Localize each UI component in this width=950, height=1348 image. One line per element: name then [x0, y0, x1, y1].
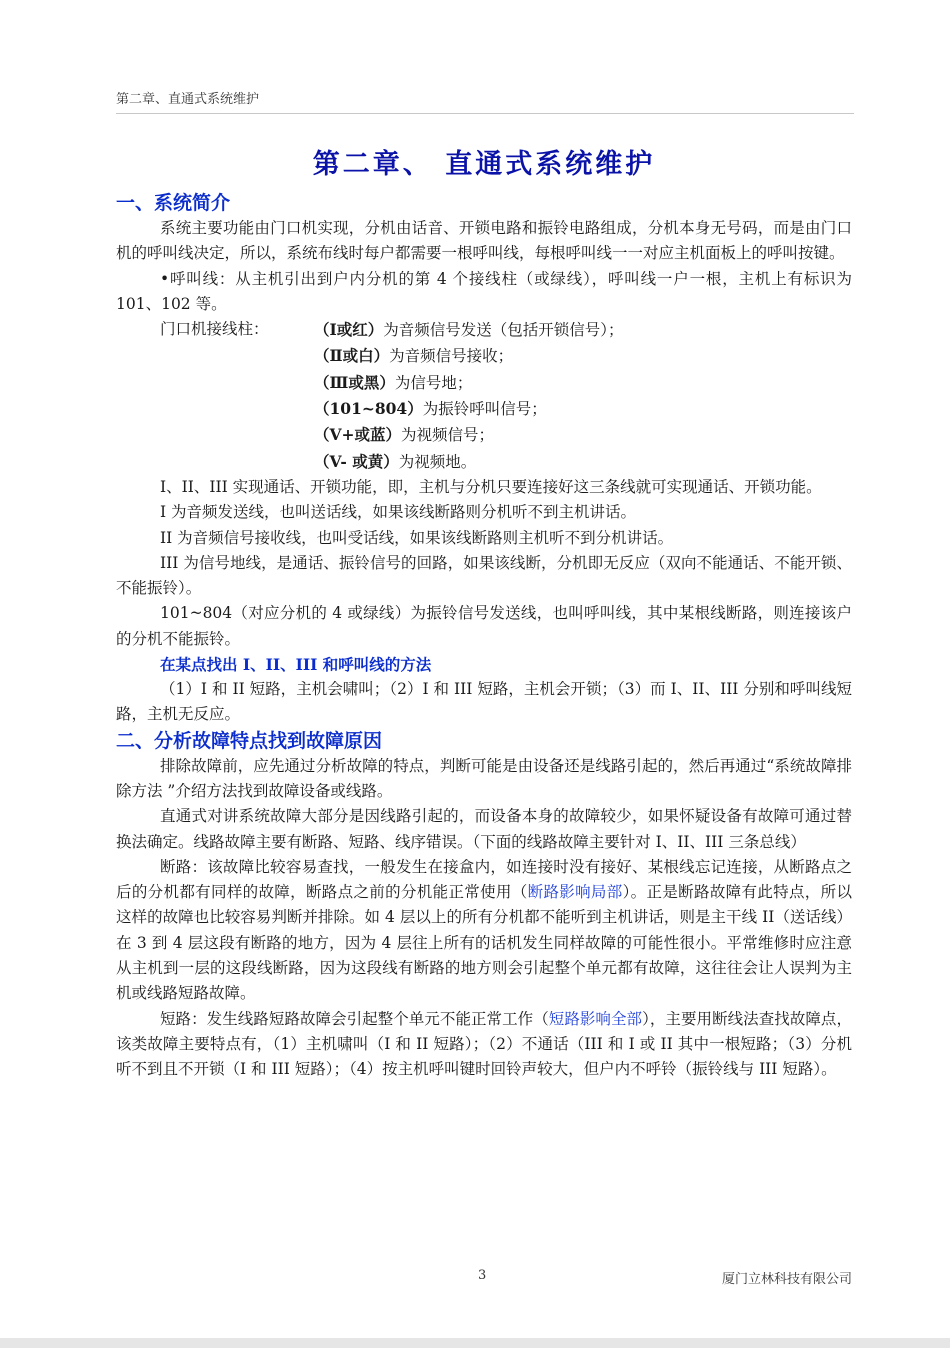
page-content: 第二章、 直通式系统维护 一、系统简介 系统主要功能由门口机实现，分机由话音、开锁电路和振铃电路组成，分机本身无号码，而是由门口机的呼叫线决定，所以，系统布线时每户都需要一根呼叫线，每根呼叫线一一对应主机面板上的呼叫按键。 •呼叫线：从主机引出到户内分机的第 4 个接线柱（或绿线），呼叫线一户一根，主机上有标识为 101、102 等。 门口机接线柱： （Ⅰ或红）为音频信号发送（包括开锁信号）； （Ⅱ或白）为音频信号接收； （Ⅲ或黑）为信号地； （101~804）为振铃呼叫信号； （V+或蓝）为视频信号； （V- 或黄）为视频地。 I、II、III 实现通话、开锁功能，即，主机与分机只要连接好这三条线就可实现通话、开锁功能。 I 为音频发送线，也叫送话线，如果该线断路则分机听不到主机讲话。 II 为音频信号接收线，也叫受话线，如果该线断路则主机听不到分机讲话。 III 为信号地线，是通话、振铃信号的回路，如果该线断，分机即无反应（双向不能通话、不能开锁、不能振铃）。 101~804（对应分机的 4 或绿线）为振铃信号发送线，也叫呼叫线，其中某根线断路，则连接该户的分机不能振铃。 在某点找出 I、II、III 和呼叫线的方法 （1）I 和 II 短路，主机会啸叫；（2）I 和 III 短路，主机会开锁；（3）而 I、II、III 分别和呼叫线短路，主机无反应。 二、分析故障特点找到故障原因 排除故障前，应先通过分析故障的特点，判断可能是由设备还是线路引起的，然后再通过“系统故障排除方法 ”介绍方法找到故障设备或线路。 直通式对讲系统故障大部分是因线路引起的，而设备本身的故障较少，如果怀疑设备有故障可通过替换法确定。线路故障主要有断路、短路、线序错误。（下面的线路故障主要针对 I、II、III 三条总线） 断路：该故障比较容易查找，一般发生在接盒内，如连接时没有接好、某根线忘记连接，从断路点之后的分机都有同样的故障，断路点之前的分机能正常使用（断路影响局部）。正是断路故障有此特点，所以这样的故障也比较容易判断并排除。如 4 层以上的所有分机都不能听到主机讲话，则是主干线 II（送话线）在 3 到 4 层这段有断路的地方，因为 4 层往上所有的话机发生同样故障的可能性很小。平常维修时应注意从主机到一层的这段线断路，因为这段线有断路的地方则会引起整个单元都有故障，这往往会让人误判为主机或线路短路故障。 短路：发生线路短路故障会引起整个单元不能正常工作（短路影响全部），主要用断线法查找故障点，该类故障主要特点有，（1）主机啸叫（I 和 II 短路）；（2）不通话（III 和 I 或 II 其中一根短路；（3）分机听不到且不开锁（I 和 III 短路）；（4）按主机呼叫键时回铃声较大，但户内不呼铃（振铃线与 III 短路）。 [116, 140, 852, 1083]
terminal-code: （V+或蓝） [314, 425, 402, 445]
terminal-item [314, 343, 852, 369]
short-circuit-link[interactable]: 短路影响全部 [548, 1009, 643, 1028]
terminal-desc: 为视频信号； [401, 426, 495, 445]
page-bottom-edge [0, 1338, 950, 1348]
terminal-desc: 为信号地； [394, 373, 473, 392]
terminal-list [116, 317, 852, 475]
terminal-code: （101~804） [314, 399, 423, 419]
terminal-item [314, 317, 852, 343]
paragraph-open-circuit [116, 855, 852, 1007]
open-circuit-text-b: ）。正是断路故障有此特点，所以这样的故障也比较容易判断并排除。如 4 层以上的所有分机都不能听到主机讲话，则是主干线 II（送话线）在 3 到 4 层这段有断路的地方，因为 4 层往上所有的话机发生同样故障的可能性很小。平常维修时应注意从主机到一层的这段线断路，因为这段线有断路的地方则会引起整个单元都有故障，这往往会让人误判为主机或线路短路故障。 [116, 883, 852, 1003]
section-heading-intro: 一、系统简介 [116, 192, 231, 214]
short-circuit-text-b: ），主要用断线法查找故障点，该类故障主要特点有，（1）主机啸叫（I 和 II 短路）；（2）不通话（III 和 I 或 II 其中一根短路；（3）分机听不到且不开锁（I 和 III 短路）；（4）按主机呼叫键时回铃声较大，但户内不呼铃（振铃线与 III 短路）。 [116, 1009, 852, 1079]
paragraph-line-ii: II 为音频信号接收线，也叫受话线，如果该线断路则主机听不到分机讲话。 [160, 528, 674, 547]
terminal-desc: 为音频信号发送（包括开锁信号）； [383, 321, 624, 340]
terminal-item [314, 422, 852, 448]
terminal-code: （Ⅰ或红） [314, 320, 384, 340]
paragraph-three-lines: I、II、III 实现通话、开锁功能，即，主机与分机只要连接好这三条线就可实现通话、开锁功能。 [160, 477, 822, 496]
terminal-code: （Ⅱ或白） [314, 346, 390, 366]
paragraph-line-i: I 为音频发送线，也叫送话线，如果该线断路则分机听不到主机讲话。 [160, 503, 637, 522]
paragraph-line-iii: III 为信号地线，是通话、振铃信号的回路，如果该线断，分机即无反应（双向不能通话、不能开锁、不能振铃）。 [116, 553, 852, 598]
paragraph-intro: 系统主要功能由门口机实现，分机由话音、开锁电路和振铃电路组成，分机本身无号码，而是由门口机的呼叫线决定，所以，系统布线时每户都需要一根呼叫线，每根呼叫线一一对应主机面板上的呼叫按键。 [116, 219, 852, 263]
terminal-item [314, 396, 852, 422]
chapter-title: 第二章、 直通式系统维护 [312, 149, 656, 180]
short-circuit-text-a: 短路：发生线路短路故障会引起整个单元不能正常工作（ [160, 1009, 549, 1028]
terminal-desc: 为振铃呼叫信号； [422, 400, 547, 419]
running-header: 第二章、直通式系统维护 [116, 88, 854, 114]
paragraph-analysis-2: 直通式对讲系统故障大部分是因线路引起的，而设备本身的故障较少，如果怀疑设备有故障可通过替换法确定。线路故障主要有断路、短路、线序错误。（下面的线路故障主要针对 I、II、III 三条总线） [116, 807, 852, 851]
terminal-code: （Ⅲ或黑） [314, 372, 395, 392]
paragraph-short-circuit [116, 1007, 852, 1083]
paragraph-analysis-1: 排除故障前，应先通过分析故障的特点，判断可能是由设备还是线路引起的，然后再通过“系统故障排除方法 ”介绍方法找到故障设备或线路。 [116, 756, 852, 800]
terminal-item [314, 370, 852, 396]
paragraph-call-line: •呼叫线：从主机引出到户内分机的第 4 个接线柱（或绿线），呼叫线一户一根，主机上有标识为 101、102 等。 [116, 269, 852, 313]
company-name: 厦门立林科技有限公司 [721, 1272, 852, 1287]
subheading-find-lines: 在某点找出 I、II、III 和呼叫线的方法 [160, 655, 432, 675]
paragraph-call-wire: 101~804（对应分机的 4 或绿线）为振铃信号发送线，也叫呼叫线，其中某根线断路，则连接该户的分机不能振铃。 [116, 604, 852, 648]
terminal-item [314, 449, 852, 475]
open-circuit-link[interactable]: 断路影响局部 [527, 883, 623, 902]
terminal-desc: 为视频地。 [398, 452, 477, 471]
terminal-desc: 为音频信号接收； [389, 347, 514, 366]
paragraph-method: （1）I 和 II 短路，主机会啸叫；（2）I 和 III 短路，主机会开锁；（3）而 I、II、III 分别和呼叫线短路，主机无反应。 [116, 680, 852, 724]
terminal-code: （V- 或黄） [314, 451, 399, 471]
section-heading-analysis: 二、分析故障特点找到故障原因 [116, 729, 383, 752]
page-number: 3 [478, 1268, 487, 1283]
open-circuit-text-a: 断路：该故障比较容易查找，一般发生在接盒内，如连接时没有接好、某根线忘记连接，从断路点之后的分机都有同样的故障，断路点之前的分机能正常使用（ [116, 857, 852, 902]
